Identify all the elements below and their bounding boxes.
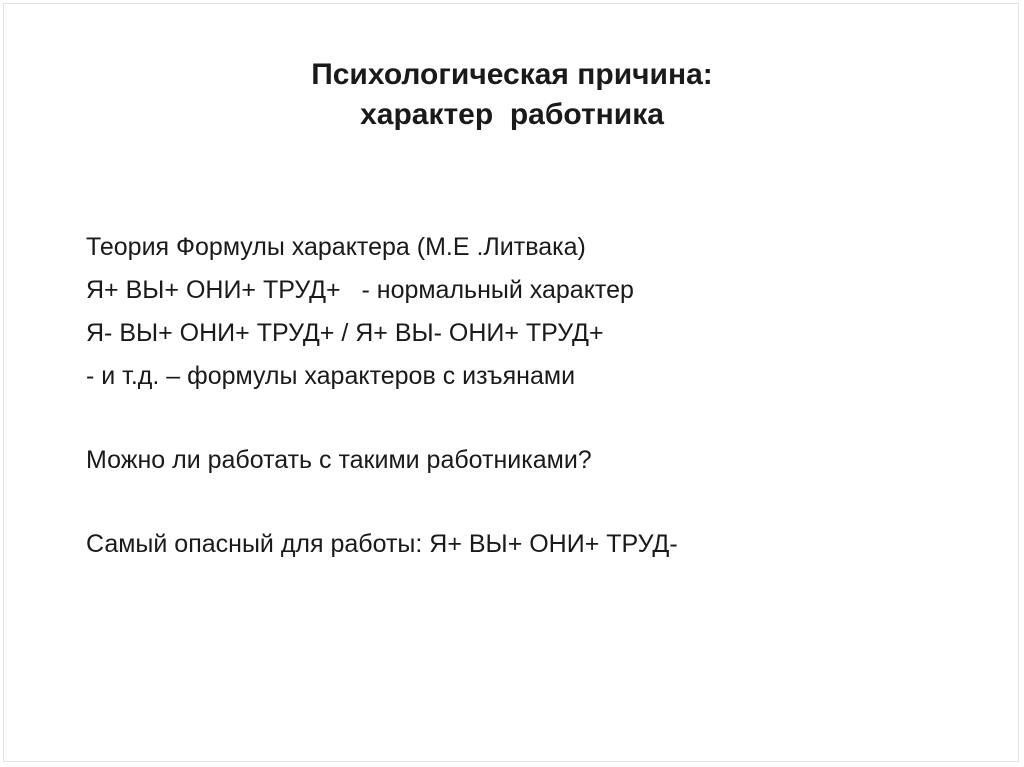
slide-title: [0, 55, 1024, 135]
flawed-note-line: - и т.д. – формулы характеров с изъянами: [86, 362, 576, 390]
dangerous-formula-line: Самый опасный для работы: Я+ ВЫ+ ОНИ+ ТРУД-: [86, 530, 678, 558]
normal-formula-line: Я+ ВЫ+ ОНИ+ ТРУД+ - нормальный характер: [86, 276, 634, 304]
flawed-formula-line: Я- ВЫ+ ОНИ+ ТРУД+ / Я+ ВЫ- ОНИ+ ТРУД+: [86, 319, 604, 347]
title-line-1: Психологическая причина:: [311, 58, 713, 91]
question-line: Можно ли работать с такими работниками?: [86, 446, 592, 474]
slide-body: [86, 226, 678, 566]
paragraph-gap: [86, 482, 678, 523]
title-line-2: характер работника: [360, 98, 664, 131]
paragraph-gap: [86, 398, 678, 439]
theory-line: Теория Формулы характера (М.Е .Литвака): [86, 233, 586, 261]
